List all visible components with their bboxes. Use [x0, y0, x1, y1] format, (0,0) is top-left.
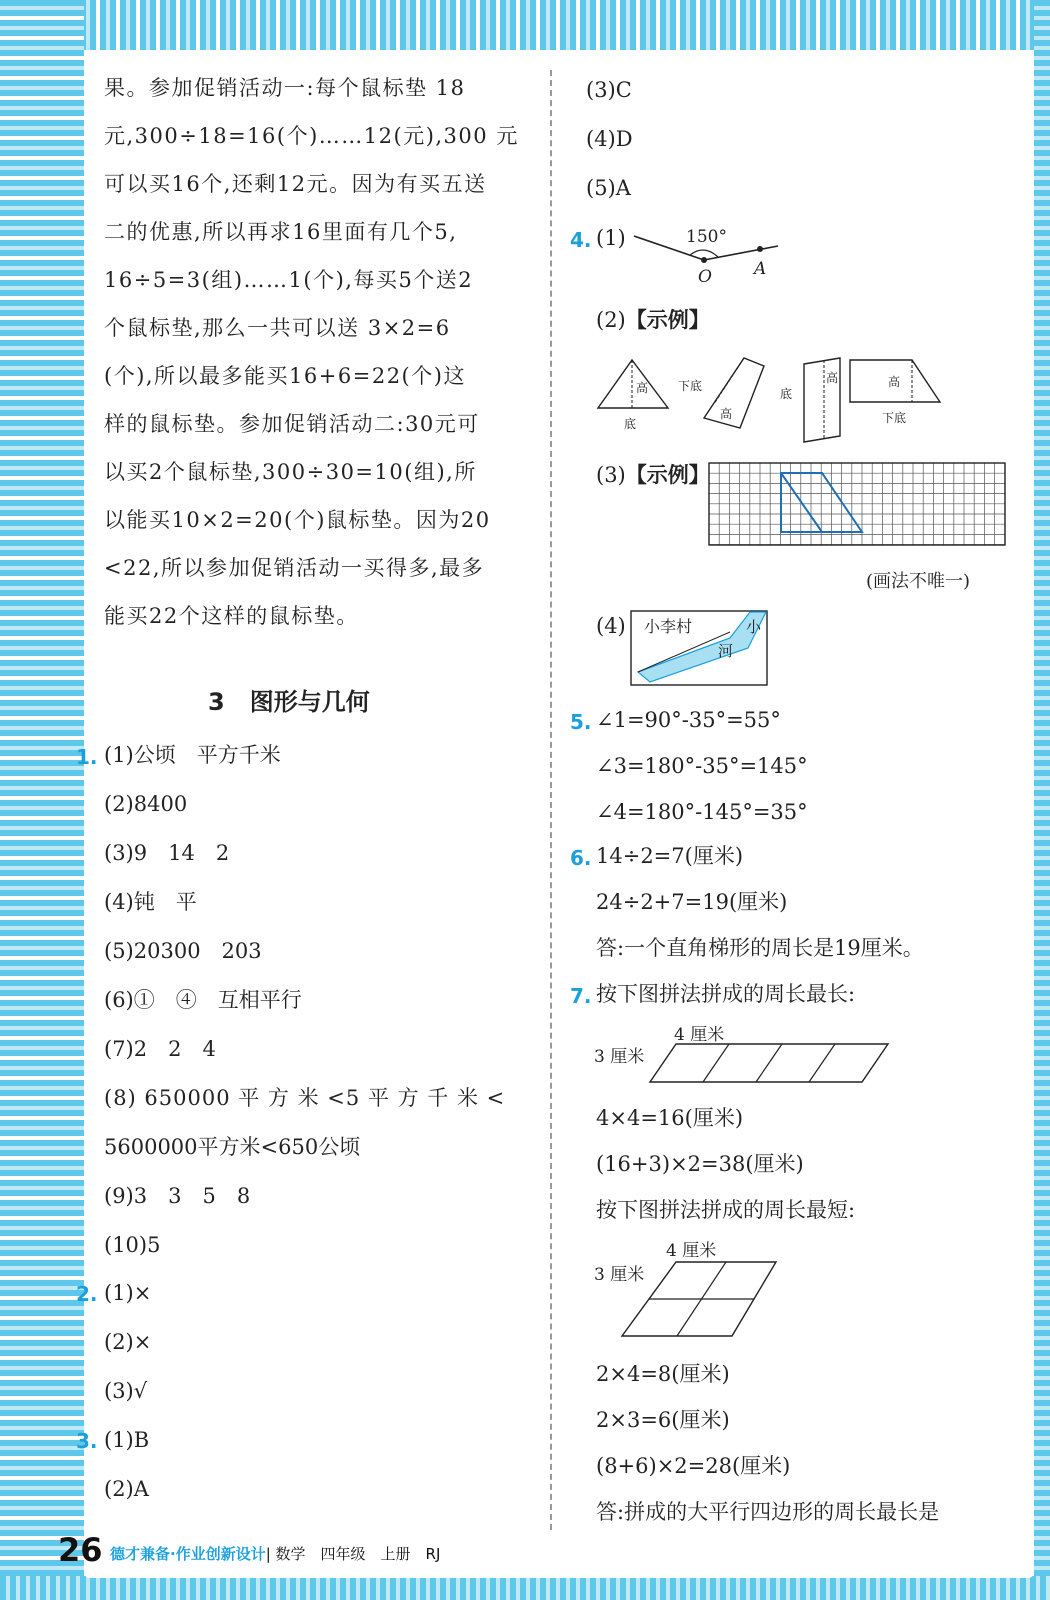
answer-line: (9)3 3 5 8 — [104, 1184, 251, 1208]
text-line: 可以买16个,还剩12元。因为有买五送 — [104, 172, 487, 196]
text-line: 样的鼠标垫。参加促销活动二:30元可 — [104, 412, 480, 436]
answer-line: ∠4=180°-145°=35° — [596, 800, 808, 824]
answer-line: (5)20300 203 — [104, 939, 262, 963]
question-number: 5. — [570, 710, 592, 734]
section-title-text: 图形与几何 — [249, 688, 370, 716]
example-tag: 【示例】 — [625, 308, 710, 332]
answer-line: (2)8400 — [104, 792, 188, 816]
question-number: 3. — [76, 1429, 98, 1453]
answer-line: 5600000平方米<650公顷 — [104, 1135, 361, 1159]
base-label: 底 — [780, 387, 793, 401]
part-label: (3)【示例】 — [596, 463, 710, 487]
page-border-bottom — [0, 1576, 1050, 1600]
text-line: (个),所以最多能买16+6=22(个)这 — [104, 364, 466, 388]
answer-line: 24÷2+7=19(厘米) — [596, 890, 788, 914]
answer-line: (10)5 — [104, 1233, 161, 1257]
part-label: (2)【示例】 — [596, 308, 710, 332]
width-label: 3 厘米 — [594, 1265, 645, 1285]
point-o-label: O — [698, 267, 712, 287]
page-number: 26 — [58, 1531, 103, 1569]
page-border-right — [1034, 0, 1050, 1600]
width-label: 3 厘米 — [594, 1047, 645, 1067]
answer-line: 4×4=16(厘米) — [596, 1106, 744, 1130]
question-number: 1. — [76, 745, 98, 769]
answer-line: (16+3)×2=38(厘米) — [596, 1152, 804, 1176]
answer-line: (5)A — [586, 176, 631, 200]
question-number: 7. — [570, 984, 592, 1008]
text-line: 果。参加促销活动一:每个鼠标垫 18 — [104, 76, 466, 100]
long-arrangement-diagram — [592, 1026, 902, 1092]
answer-line: ∠1=90°-35°=55° — [596, 708, 781, 732]
river-label: 小 — [746, 618, 762, 636]
height-label: 高 — [826, 371, 839, 385]
answer-line: (3)9 14 2 — [104, 841, 230, 865]
answer-line: (2)A — [104, 1477, 149, 1501]
brand-name: 德才兼备·作业创新设计 — [110, 1545, 266, 1563]
question-number: 4. — [570, 228, 592, 252]
drawing-note: (画法不唯一) — [866, 571, 971, 592]
text-line: 二的优惠,所以再求16里面有几个5, — [104, 220, 458, 244]
text-line: 元,300÷18=16(个)……12(元),300 元 — [104, 124, 519, 148]
answer-line: (8) 650000 平 方 米 <5 平 方 千 米 < — [104, 1086, 506, 1110]
answer-line: 按下图拼法拼成的周长最长: — [596, 982, 856, 1006]
answer-line: (6)① ④ 互相平行 — [104, 988, 302, 1012]
example-tag: 【示例】 — [625, 463, 710, 487]
short-arrangement-diagram — [592, 1240, 792, 1340]
answer-line: (1)× — [104, 1281, 152, 1305]
section-number: 3 — [208, 688, 225, 716]
river-map-diagram — [630, 610, 770, 688]
answer-line: 2×3=6(厘米) — [596, 1408, 730, 1432]
height-label: 高 — [720, 407, 733, 421]
height-label: 高 — [888, 375, 901, 389]
height-examples-diagram — [594, 356, 964, 446]
answer-line: (3)C — [586, 78, 632, 102]
question-number: 2. — [76, 1282, 98, 1306]
lower-base-label: 下底 — [882, 411, 907, 425]
answer-line: (8+6)×2=28(厘米) — [596, 1454, 791, 1478]
section-title — [208, 682, 370, 717]
length-label: 4 厘米 — [666, 1241, 717, 1261]
answer-line: (4)D — [586, 127, 633, 151]
part-label: (4) — [596, 614, 626, 638]
answer-line: 答:拼成的大平行四边形的周长最长是 — [596, 1500, 940, 1524]
text-line: <22,所以参加促销活动一买得多,最多 — [104, 556, 485, 580]
answer-line: 按下图拼法拼成的周长最短: — [596, 1198, 856, 1222]
page-border-top — [0, 0, 1050, 50]
question-number: 6. — [570, 846, 592, 870]
lower-base-label: 下底 — [678, 379, 703, 393]
answer-line: (1)B — [104, 1428, 150, 1452]
part-label: (1) — [596, 226, 626, 250]
answer-line: (7)2 2 4 — [104, 1037, 216, 1061]
angle-diagram — [630, 220, 790, 290]
text-line: 以能买10×2=20(个)鼠标垫。因为20 — [104, 508, 491, 532]
text-line: 个鼠标垫,那么一共可以送 3×2=6 — [104, 316, 451, 340]
village-label: 小李村 — [644, 617, 693, 636]
text-line: 16÷5=3(组)……1(个),每买5个送2 — [104, 268, 474, 292]
footer-subject: | 数学 四年级 上册 RJ — [265, 1545, 441, 1563]
page-border-left — [0, 0, 84, 1600]
river-label: 河 — [718, 642, 734, 660]
answer-line: 答:一个直角梯形的周长是19厘米。 — [596, 936, 924, 960]
length-label: 4 厘米 — [674, 1026, 725, 1045]
text-line: 以买2个鼠标垫,300÷30=10(组),所 — [104, 460, 477, 484]
answer-line: (2)× — [104, 1330, 152, 1354]
base-label: 底 — [624, 417, 637, 431]
text-line: 能买22个这样的鼠标垫。 — [104, 604, 359, 628]
answer-line: ∠3=180°-35°=145° — [596, 754, 808, 778]
answer-line: 14÷2=7(厘米) — [596, 844, 744, 868]
grid-trapezoid-diagram — [708, 462, 1008, 548]
answer-line: (3)√ — [104, 1379, 148, 1403]
column-divider — [550, 70, 552, 1530]
angle-label: 150° — [686, 227, 727, 247]
answer-line: (4)钝 平 — [104, 890, 197, 914]
footer-caption — [110, 1543, 440, 1564]
answer-line: (1)公顷 平方千米 — [104, 743, 281, 767]
point-a-label: A — [754, 259, 767, 279]
height-label: 高 — [636, 381, 649, 395]
answer-line: 2×4=8(厘米) — [596, 1362, 730, 1386]
